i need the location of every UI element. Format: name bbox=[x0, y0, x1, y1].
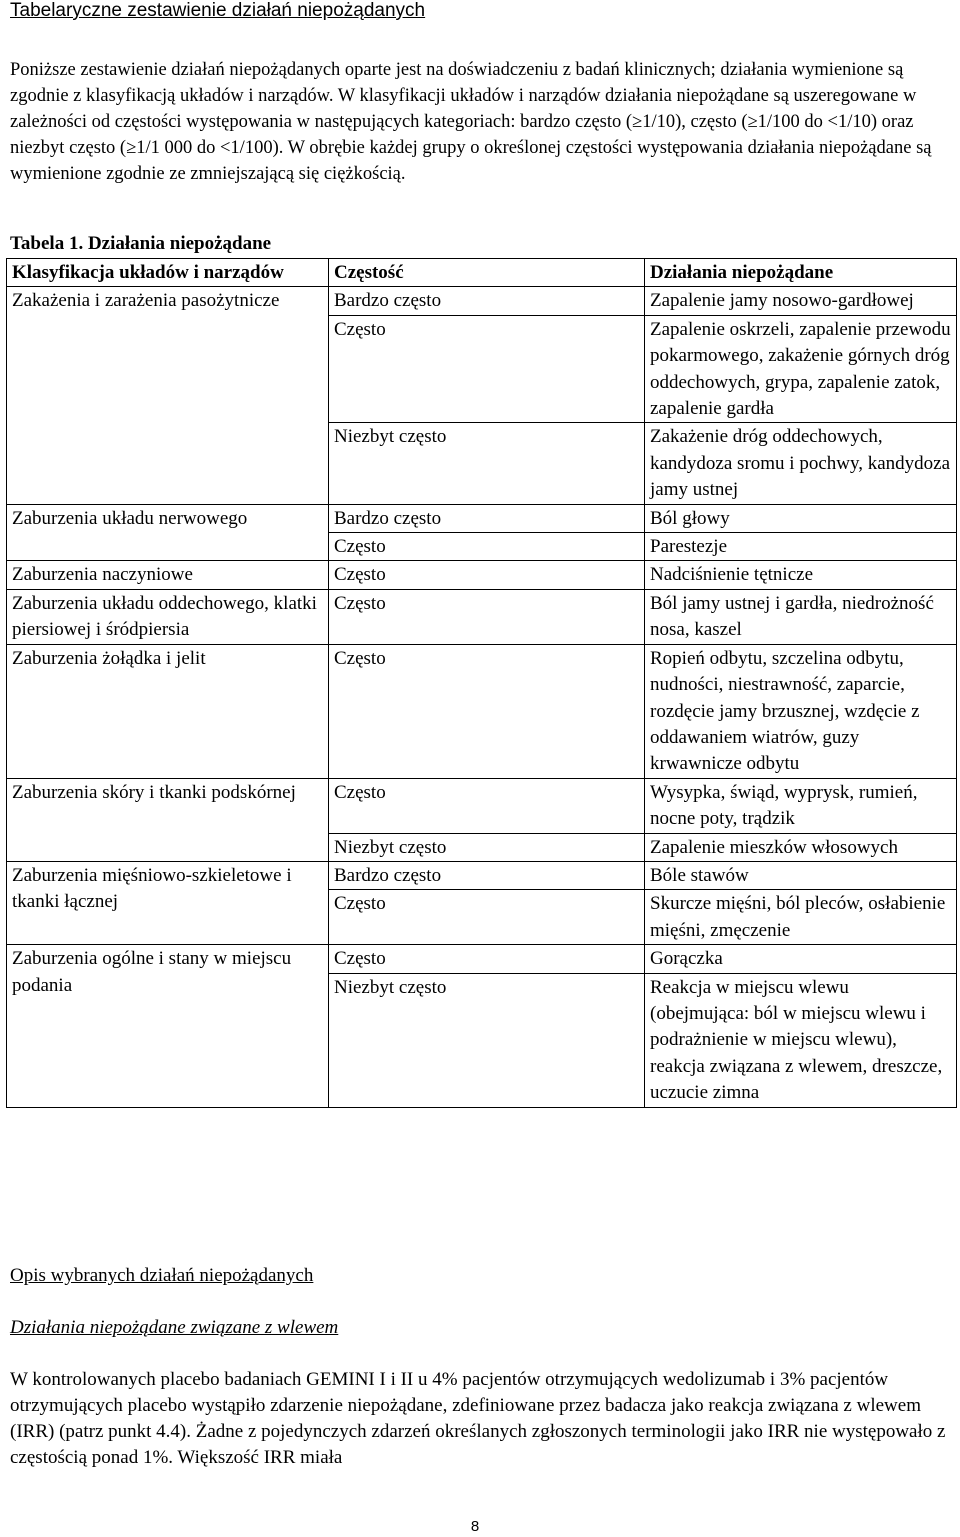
soc-cell: Zaburzenia skóry i tkanki podskórnej bbox=[7, 778, 329, 861]
frequency-cell: Niezbyt często bbox=[329, 833, 645, 861]
header-adverse-reactions: Działania niepożądane bbox=[645, 259, 957, 287]
table-row bbox=[7, 287, 957, 315]
frequency-cell: Często bbox=[329, 644, 645, 778]
adverse-reaction-cell: Nadciśnienie tętnicze bbox=[645, 561, 957, 589]
soc-cell: Zaburzenia układu oddechowego, klatki piersiowej i śródpiersia bbox=[7, 589, 329, 644]
table-header-row bbox=[7, 259, 957, 287]
adverse-reaction-cell: Zapalenie mieszków włosowych bbox=[645, 833, 957, 861]
soc-cell: Zaburzenia naczyniowe bbox=[7, 561, 329, 589]
frequency-cell: Często bbox=[329, 945, 645, 973]
adverse-reaction-cell: Zapalenie jamy nosowo-gardłowej bbox=[645, 287, 957, 315]
table-caption: Tabela 1. Działania niepożądane bbox=[10, 233, 272, 254]
frequency-cell: Często bbox=[329, 890, 645, 945]
table-row bbox=[7, 644, 957, 778]
adverse-reaction-cell: Ból jamy ustnej i gardła, niedrożność nosa, kaszel bbox=[645, 589, 957, 644]
frequency-cell: Bardzo często bbox=[329, 861, 645, 889]
soc-cell: Zaburzenia ogólne i stany w miejscu podania bbox=[7, 945, 329, 1107]
frequency-cell: Często bbox=[329, 561, 645, 589]
body-paragraph: W kontrolowanych placebo badaniach GEMINI I i II u 4% pacjentów otrzymujących wedolizumab i 3% pacjentów otrzymujących placebo wystąpiło zdarzenie niepożądane, zdefiniowane przez badacza jako reakcja związana z wlewem (IRR) (patrz punkt 4.4). Żadne z pojedynczych zdarzeń określanych zgłoszonych terminologii jako IRR nie występowało z częstością ponad 1%. Większość IRR miała bbox=[10, 1369, 946, 1468]
header-soc: Klasyfikacja układów i narządów bbox=[7, 259, 329, 287]
adverse-reaction-cell: Zapalenie oskrzeli, zapalenie przewodu pokarmowego, zakażenie górnych dróg oddechowych, grypa, zapalenie zatok, zapalenie gardła bbox=[645, 315, 957, 423]
adverse-reaction-cell: Parestezje bbox=[645, 533, 957, 561]
table-row bbox=[7, 589, 957, 644]
frequency-cell: Bardzo często bbox=[329, 504, 645, 532]
page-number: 8 bbox=[470, 1518, 480, 1535]
frequency-cell: Często bbox=[329, 315, 645, 423]
frequency-cell: Bardzo często bbox=[329, 287, 645, 315]
soc-cell: Zaburzenia żołądka i jelit bbox=[7, 644, 329, 778]
frequency-cell: Często bbox=[329, 778, 645, 833]
frequency-cell: Często bbox=[329, 533, 645, 561]
table-row bbox=[7, 504, 957, 532]
header-frequency: Częstość bbox=[329, 259, 645, 287]
adverse-reaction-cell: Zakażenie dróg oddechowych, kandydoza sromu i pochwy, kandydoza jamy ustnej bbox=[645, 423, 957, 504]
section-title: Opis wybranych działań niepożądanych bbox=[10, 1265, 314, 1286]
table-row bbox=[7, 945, 957, 973]
adverse-reaction-cell: Ból głowy bbox=[645, 504, 957, 532]
frequency-cell: Często bbox=[329, 589, 645, 644]
intro-paragraph: Poniższe zestawienie działań niepożądanych oparte jest na doświadczeniu z badań klinicznych; działania wymienione są zgodnie z klasyfikacją układów i narządów. W klasyfikacji układów i narządów działania niepożądane są uszeregowane w zależności od częstości występowania w następujących kategoriach: bardzo często (≥1/10), często (≥1/100 do <1/10) oraz niezbyt często (≥1/1 000 do <1/100). W obrębie każdej grupy o określonej częstości występowania działania niepożądane są wymienione zgodnie ze zmniejszającą się ciężkością. bbox=[10, 60, 932, 184]
adverse-reaction-cell: Ropień odbytu, szczelina odbytu, nudności, niestrawność, zaparcie, rozdęcie jamy brzusznej, wzdęcie z oddawaniem wiatrów, guzy krwawnicze odbytu bbox=[645, 644, 957, 778]
adverse-reaction-cell: Bóle stawów bbox=[645, 861, 957, 889]
subsection-title: Działania niepożądane związane z wlewem bbox=[10, 1317, 339, 1338]
soc-cell: Zaburzenia mięśniowo-szkieletowe i tkanki łącznej bbox=[7, 861, 329, 944]
soc-cell: Zakażenia i zarażenia pasożytnicze bbox=[7, 287, 329, 504]
frequency-cell: Niezbyt często bbox=[329, 973, 645, 1107]
frequency-cell: Niezbyt często bbox=[329, 423, 645, 504]
adverse-reactions-table bbox=[6, 258, 957, 1108]
section-heading: Tabelaryczne zestawienie działań niepożądanych bbox=[10, 0, 426, 21]
table-row bbox=[7, 561, 957, 589]
soc-cell: Zaburzenia układu nerwowego bbox=[7, 504, 329, 561]
adverse-reaction-cell: Reakcja w miejscu wlewu (obejmująca: ból w miejscu wlewu i podrażnienie w miejscu wlewu), reakcja związana z wlewem, dreszcze, uczucie zimna bbox=[645, 973, 957, 1107]
adverse-reaction-cell: Skurcze mięśni, ból pleców, osłabienie mięśni, zmęczenie bbox=[645, 890, 957, 945]
table-row bbox=[7, 861, 957, 889]
table-body bbox=[7, 287, 957, 1107]
adverse-reaction-cell: Wysypka, świąd, wyprysk, rumień, nocne poty, trądzik bbox=[645, 778, 957, 833]
table-row bbox=[7, 778, 957, 833]
adverse-reaction-cell: Gorączka bbox=[645, 945, 957, 973]
